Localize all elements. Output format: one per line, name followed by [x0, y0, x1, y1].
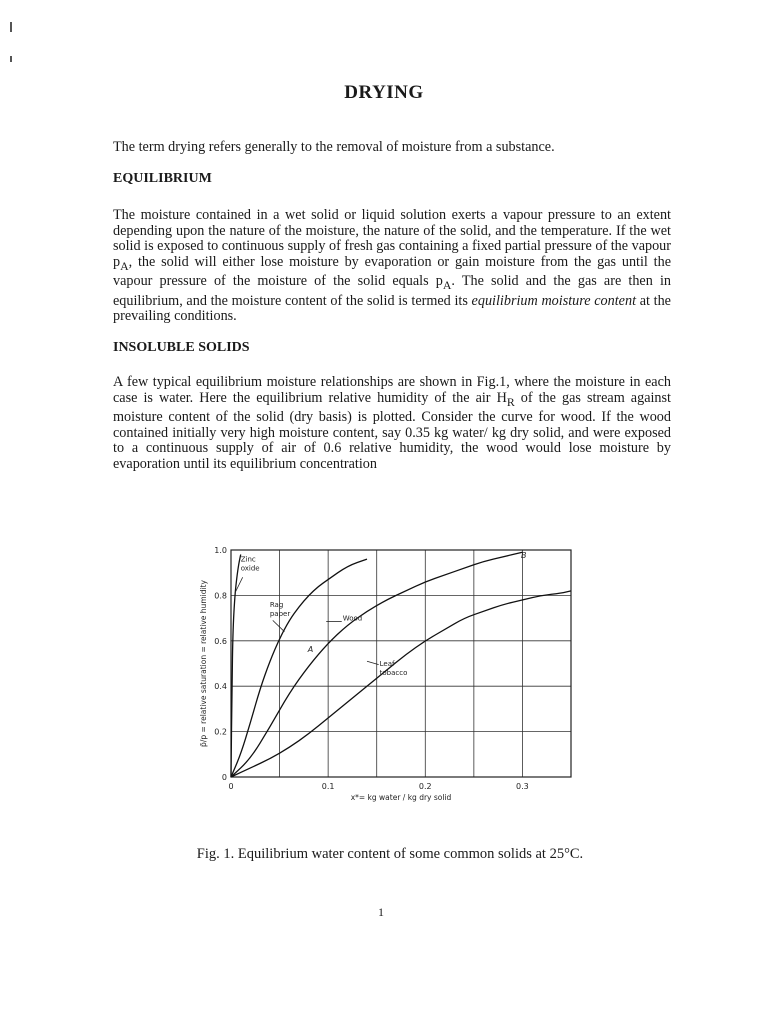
annotation-label: Wood	[342, 614, 363, 623]
x-tick-label: 0	[228, 782, 234, 791]
y-axis-label: p̄/p = relative saturation = relative humidity	[199, 580, 208, 747]
scan-mark	[10, 22, 12, 32]
plot-frame	[231, 550, 571, 777]
x-axis-label: x*= kg water / kg dry solid	[350, 793, 452, 802]
annotation-label: Rag	[269, 600, 284, 609]
scan-mark	[10, 56, 12, 62]
section-paragraph-equilibrium: The moisture contained in a wet solid or liquid solution exerts a vapour pressure to an extent depending upon the nature of the moisture, the nature of the solid, and the temperature. If the wet solid is exposed to continuous supply of fresh gas containing a fixed partial pressure of the vapour $p_A$, the solid will either lose moisture by evaporation or gain moisture from the gas until the vapour pressure of the moisture of the solid equals $p_A$. The solid and the gas are then in equilibrium, and the moisture content of the solid is termed its equilibrium moisture content at the prevailing conditions.	[113, 207, 671, 325]
annotation-label: A	[307, 645, 314, 655]
section-paragraph-insoluble-solids: A few typical equilibrium moisture relationships are shown in Fig.1, where the moisture in each case is water. Here the equilibrium relative humidity of the air $H_R$ of the gas stream against moisture content of the solid (dry basis) is plotted. Consider the curve for wood. If the wood contained initially very high moisture content, say 0.35 kg water/ kg dry solid, and were exposed to a continuous supply of air of 0.6 relative humidity, the wood would lose moisture by evaporation until its equilibrium concentration	[113, 374, 671, 472]
series-line-zinc-oxide	[231, 555, 241, 777]
series-line-leaf-tobacco	[231, 591, 571, 777]
page-title: DRYING	[344, 82, 424, 103]
intro-paragraph: The term drying refers generally to the removal of moisture from a substance.	[113, 139, 555, 155]
equilibrium-moisture-chart	[190, 532, 590, 812]
x-tick-label: 0.3	[516, 782, 529, 791]
series-line-rag-paper	[231, 559, 367, 777]
x-tick-label: 0.2	[418, 782, 432, 791]
annotation-label: Leaf	[379, 659, 395, 668]
annotation-label: oxide	[240, 564, 260, 573]
section-heading-insoluble-solids: INSOLUBLE SOLIDS	[113, 340, 250, 355]
y-tick-label: 0.2	[214, 727, 227, 737]
annotation-label: paper	[269, 609, 291, 618]
page-number: 1	[378, 905, 384, 919]
section-heading-equilibrium: EQUILIBRIUM	[113, 171, 212, 186]
annotation-label: Zinc	[240, 555, 256, 564]
annotation-label: tobacco	[379, 668, 408, 677]
annotation-label: B	[520, 550, 527, 560]
x-tick-label: 0.1	[321, 782, 335, 791]
y-tick-label: 0.8	[214, 591, 227, 601]
y-tick-label: 0.4	[214, 682, 227, 692]
y-tick-label: 0	[221, 773, 227, 782]
figure-caption: Fig. 1. Equilibrium water content of some common solids at 25°C.	[196, 846, 584, 862]
leader-line	[273, 620, 285, 631]
y-tick-label: 0.6	[214, 636, 227, 646]
chart-svg	[190, 532, 590, 812]
y-tick-label: 1.0	[214, 546, 227, 555]
